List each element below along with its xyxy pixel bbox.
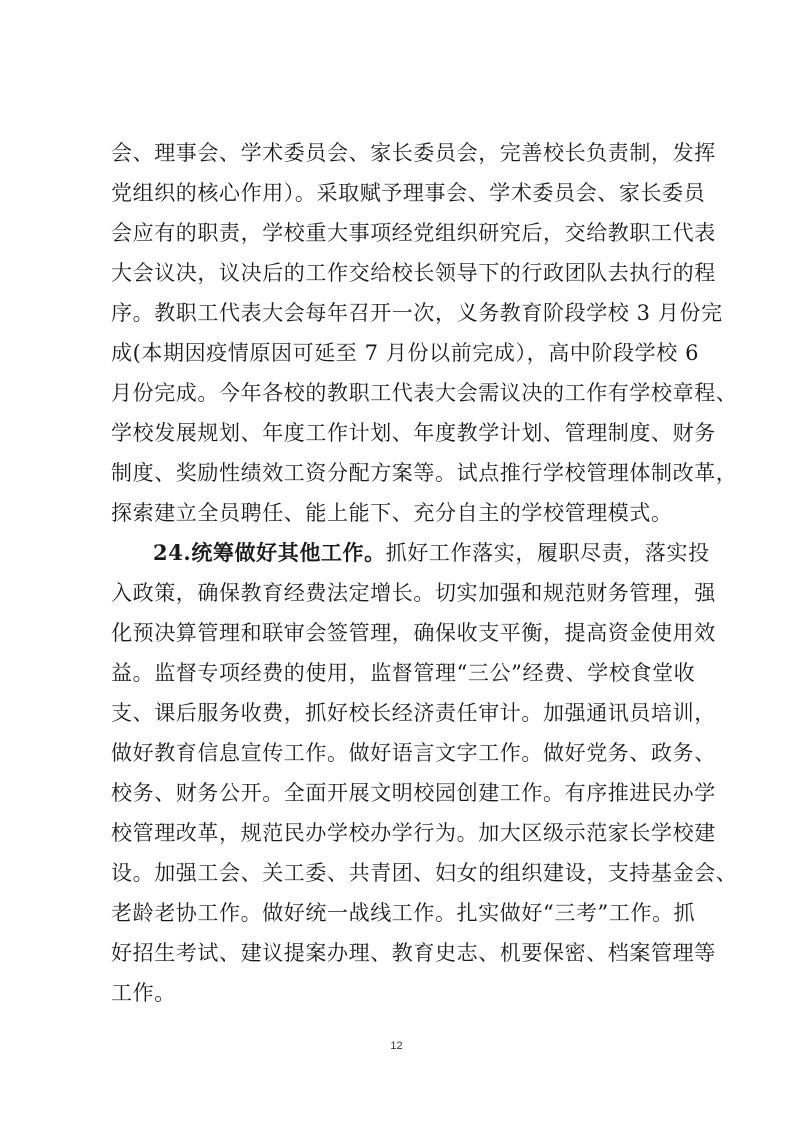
text-line: 成(本期因疫情原因可延至 7 月份以前完成），高中阶段学校 6 (111, 341, 700, 365)
text-line: 做好教育信息宣传工作。做好语言文字工作。做好党务、政务、 (111, 741, 716, 765)
section-heading: 24.统筹做好其他工作。 (153, 540, 386, 565)
paragraph-section-24 (111, 536, 738, 1010)
section-first-line-text: 抓好工作落实，履职尽责，落实投 (385, 541, 710, 565)
text-line: 设。加强工会、关工委、共青团、妇女的组织建设，支持基金会、 (111, 861, 738, 885)
text-line: 老龄老协工作。做好统一战线工作。扎实做好“三考”工作。抓 (111, 901, 696, 925)
text-line: 制度、奖励性绩效工资分配方案等。试点推行学校管理体制改革， (111, 461, 738, 485)
text-line: 会、理事会、学术委员会、家长委员会，完善校长负责制，发挥 (111, 141, 716, 165)
paragraph-governance (111, 136, 738, 530)
text-line: 会应有的职责，学校重大事项经党组织研究后，交给教职工代表 (111, 221, 716, 245)
text-line: 好招生考试、建议提案办理、教育史志、机要保密、档案管理等 (111, 941, 716, 965)
text-line: 校务、财务公开。全面开展文明校园创建工作。有序推进民办学 (111, 781, 716, 805)
text-line: 探索建立全员聘任、能上能下、充分自主的学校管理模式。 (111, 501, 673, 525)
text-line: 月份完成。今年各校的教职工代表大会需议决的工作有学校章程、 (111, 381, 738, 405)
section-first-line (111, 536, 711, 570)
text-line: 工作。 (111, 981, 176, 1005)
text-line: 党组织的核心作用）。采取赋予理事会、学术委员会、家长委员 (111, 181, 706, 205)
text-line: 益。监督专项经费的使用，监督管理“三公”经费、学校食堂收 (111, 661, 696, 685)
text-line: 校管理改革，规范民办学校办学行为。加大区级示范家长学校建 (111, 821, 716, 845)
text-line: 序。教职工代表大会每年召开一次，义务教育阶段学校 3 月份完 (111, 301, 723, 325)
document-body (111, 136, 738, 1016)
text-line: 化预决算管理和联审会签管理，确保收支平衡，提高资金使用效 (111, 621, 716, 645)
text-line: 入政策，确保教育经费法定增长。切实加强和规范财务管理，强 (111, 581, 716, 605)
page-number: 12 (390, 1040, 403, 1052)
text-line: 学校发展规划、年度工作计划、年度教学计划、管理制度、财务 (111, 421, 716, 445)
text-line: 大会议决，议决后的工作交给校长领导下的行政团队去执行的程 (111, 261, 716, 285)
text-line: 支、课后服务收费，抓好校长经济责任审计。加强通讯员培训， (111, 701, 716, 725)
